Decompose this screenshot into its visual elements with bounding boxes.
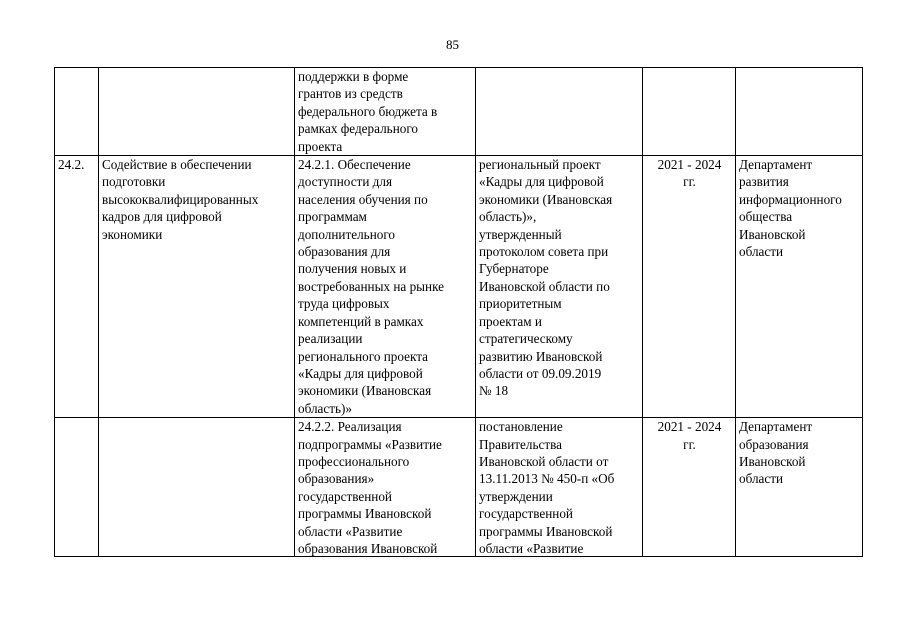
period-text: 2021 - 2024 гг.: [657, 419, 722, 452]
period-cell: [643, 156, 736, 418]
task-cell: [99, 156, 295, 418]
period-cell: [643, 68, 736, 156]
basis-text: региональный проект «Кадры для цифровой экономики (Ивановская область)», утвержденный протоколом совета при Губернаторе Ивановской области по приоритетным проектам и стратегическому развитию Ивановской области от 09.09.2019 № 18: [479, 157, 613, 399]
basis-cell: [476, 68, 643, 156]
measure-cell: [295, 68, 476, 156]
basis-cell: [476, 418, 643, 557]
table-row: [55, 68, 863, 156]
executor-cell: [736, 68, 863, 156]
basis-cell: [476, 156, 643, 418]
measures-table: [54, 67, 863, 557]
period-text: 2021 - 2024 гг.: [657, 157, 722, 190]
row-number-cell: [55, 68, 99, 156]
row-number-cell: [55, 156, 99, 418]
basis-text: постановление Правительства Ивановской области от 13.11.2013 № 450-п «Об утверждении государственной программы Ивановской области «Развитие: [479, 419, 615, 556]
measure-cell: [295, 418, 476, 557]
measure-text: 24.2.2. Реализация подпрограммы «Развитие профессионального образования» государственной программы Ивановской области «Развитие образования Ивановской: [298, 419, 442, 556]
measure-text: поддержки в форме грантов из средств федерального бюджета в рамках федерального проекта: [298, 69, 438, 154]
period-cell: [643, 418, 736, 557]
executor-cell: [736, 156, 863, 418]
row-number-cell: [55, 418, 99, 557]
page-number: 85: [446, 37, 459, 52]
row-number: 24.2.: [58, 157, 85, 173]
executor-text: Департамент образования Ивановской области: [739, 419, 813, 487]
task-text: Содействие в обеспечении подготовки высококвалифицированных кадров для цифровой экономики: [102, 157, 259, 242]
measure-cell: [295, 156, 476, 418]
task-cell: [99, 418, 295, 557]
executor-cell: [736, 418, 863, 557]
measure-text: 24.2.1. Обеспечение доступности для населения обучения по программам дополнительного образования для получения новых и востребованных на рынке труда цифровых компетенций в рамках реализации регионального проекта «Кадры для цифровой экономики (Ивановская область)»: [298, 157, 445, 416]
table-row: [55, 418, 863, 557]
task-cell: [99, 68, 295, 156]
executor-text: Департамент развития информационного общества Ивановской области: [739, 157, 842, 260]
table-row: [55, 156, 863, 418]
